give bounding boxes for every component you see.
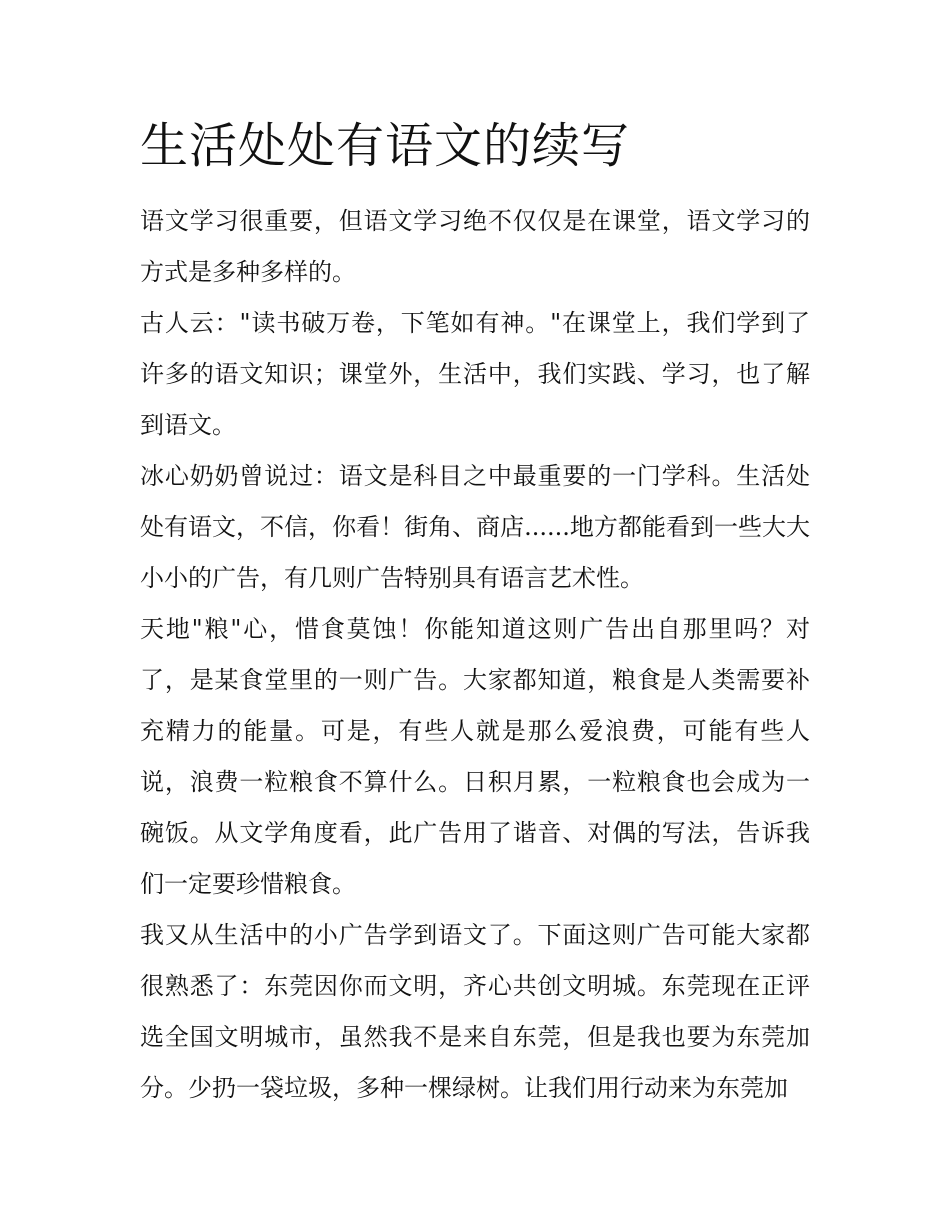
paragraph: 古人云："读书破万卷，下笔如有神。"在课堂上，我们学到了许多的语文知识；课堂外，生活中，我们实践、学习，也了解到语文。: [140, 309, 810, 439]
paragraph: 我又从生活中的小广告学到语文了。下面这则广告可能大家都很熟悉了：东莞因你而文明，齐心共创文明城。东莞现在正评选全国文明城市，虽然我不是来自东莞，但是我也要为东莞加分。少扔一袋垃圾，多种一棵绿树。让我们用行动来为东莞加: [140, 921, 810, 1102]
document-title: 生活处处有语文的续写: [140, 118, 631, 174]
paragraph: 冰心奶奶曾说过：语文是科目之中最重要的一门学科。生活处处有语文，不信，你看！街角、商店......地方都能看到一些大大小小的广告，有几则广告特别具有语言艺术性。: [140, 462, 810, 592]
paragraph: 天地"粮"心，惜食莫蚀！你能知道这则广告出自那里吗？对了，是某食堂里的一则广告。大家都知道，粮食是人类需要补充精力的能量。可是，有些人就是那么爱浪费，可能有些人说，浪费一粒粮食不算什么。日积月累，一粒粮食也会成为一碗饭。从文学角度看，此广告用了谐音、对偶的写法，告诉我们一定要珍惜粮食。: [140, 615, 810, 898]
paragraph: 语文学习很重要，但语文学习绝不仅仅是在课堂，语文学习的方式是多种多样的。: [140, 207, 810, 286]
document-body: [140, 196, 810, 1114]
